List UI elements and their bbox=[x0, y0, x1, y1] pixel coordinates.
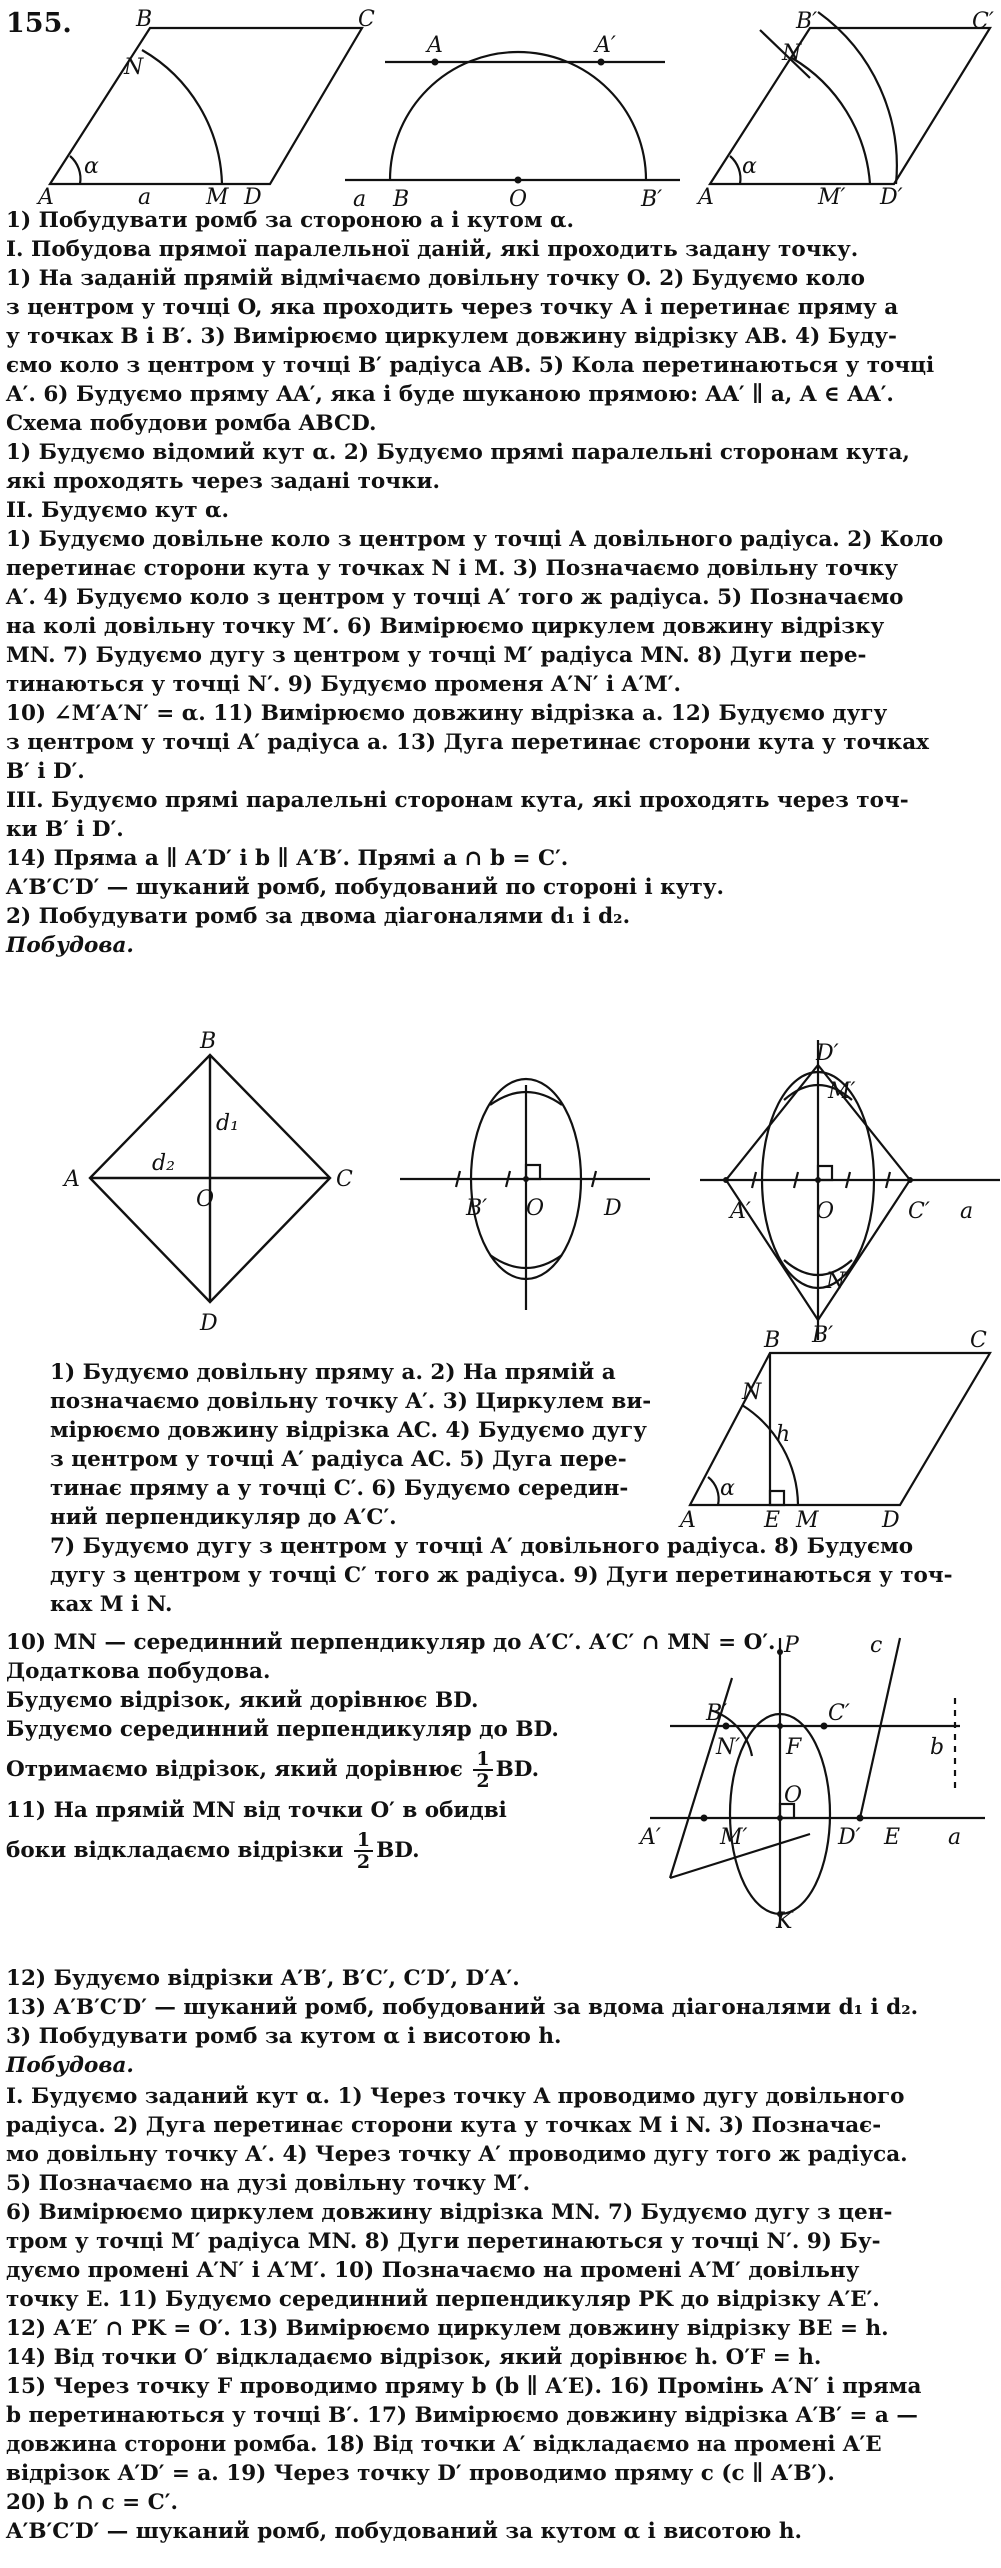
fig8-label-k: K bbox=[776, 1909, 793, 1934]
text-line: 2) Побудувати ромб за двома діагоналями d₁ і d₂. bbox=[6, 904, 631, 929]
figure-rhombus-prime bbox=[698, 8, 1000, 210]
fig1-label-d: D bbox=[244, 185, 262, 210]
fig6-label-o: O bbox=[816, 1199, 835, 1224]
fig8-label-b-prime: B′ bbox=[706, 1701, 728, 1726]
fig8-label-n-prime: N′ bbox=[716, 1735, 741, 1760]
fig7-label-e: E bbox=[764, 1508, 781, 1533]
fig7-label-a: A bbox=[680, 1508, 696, 1533]
text-line: 13) A′B′C′D′ — шуканий ромб, побудований за вдома діагоналями d₁ і d₂. bbox=[6, 1995, 919, 2020]
fig2-label-b: B bbox=[393, 187, 410, 212]
figure-perpendicular-bisector bbox=[400, 1085, 650, 1315]
text-line: довжина сторони ромба. 18) Від точки A′ відкладаємо на промені A′E bbox=[6, 2432, 882, 2457]
text-line: 7) Будуємо дугу з центром у точці A′ довільного радіуса. 8) Будуємо bbox=[50, 1534, 914, 1559]
fig3-label-alpha: α bbox=[742, 154, 757, 179]
text-line: I. Побудова прямої паралельної даній, які проходить задану точку. bbox=[6, 237, 859, 262]
fig4-label-d: D bbox=[200, 1311, 218, 1336]
text-line: b перетинаються у точці B′. 17) Вимірюємо довжину відрізка A′B′ = a — bbox=[6, 2403, 918, 2428]
fig8-label-p: P bbox=[784, 1633, 799, 1658]
fig4-label-d2: d₂ bbox=[152, 1151, 175, 1176]
fig1-label-alpha: α bbox=[84, 154, 99, 179]
fig8-label-e: E bbox=[884, 1825, 901, 1850]
fig4-label-c: C bbox=[336, 1167, 353, 1192]
fig8-label-o: O bbox=[784, 1783, 803, 1808]
text-line: 6) Вимірюємо циркулем довжину відрізка MN. 7) Будуємо дугу з цен- bbox=[6, 2200, 893, 2225]
fig3-label-n: N bbox=[782, 41, 802, 66]
text-line: 10) ∠M′A′N′ = α. 11) Вимірюємо довжину відрізка a. 12) Будуємо дугу bbox=[6, 701, 888, 726]
text-line: ний перпендикуляр до A′C′. bbox=[50, 1505, 397, 1530]
figure-rhombus-diagonals bbox=[60, 1030, 360, 1340]
fig1-label-m: M bbox=[206, 185, 229, 210]
text-fragment: BD. bbox=[495, 1757, 540, 1782]
text-line: 1) Будуємо довільну пряму a. 2) На прямій a bbox=[50, 1360, 616, 1385]
fig2-label-o: O bbox=[509, 187, 528, 212]
text-line: I. Будуємо заданий кут α. 1) Через точку A проводимо дугу довільного bbox=[6, 2084, 905, 2109]
text-line: A′B′C′D′ — шуканий ромб, побудований по стороні і куту. bbox=[6, 875, 724, 900]
text-line: 12) Будуємо відрізки A′B′, B′C′, C′D′, D′A′. bbox=[6, 1966, 520, 1991]
text-line: відрізок A′D′ = a. 19) Через точку D′ проводимо пряму c (c ∥ A′B′). bbox=[6, 2461, 835, 2486]
fig3-label-m-prime: M′ bbox=[818, 185, 846, 210]
fig6-label-line-a: a bbox=[960, 1199, 974, 1224]
text-line: точку E. 11) Будуємо серединний перпендикуляр PK до відрізку A′E′. bbox=[6, 2287, 880, 2312]
text-line: перетинає сторони кута у точках N і M. 3) Позначаємо довільну точку bbox=[6, 556, 899, 581]
text-line: дуємо промені A′N′ і A′M′. 10) Позначаємо на промені A′M′ довільну bbox=[6, 2258, 860, 2283]
text-line: на колі довільну точку M′. 6) Вимірюємо циркулем довжину відрізку bbox=[6, 614, 885, 639]
figure-rhombus-height bbox=[680, 1325, 1000, 1533]
fig7-label-m: M bbox=[796, 1508, 819, 1533]
fig3-label-d-prime: D′ bbox=[880, 185, 903, 210]
fig5-label-b-prime: B′ bbox=[466, 1196, 488, 1221]
text-line: мірюємо довжину відрізка AC. 4) Будуємо дугу bbox=[50, 1418, 647, 1443]
text-line: A′. 6) Будуємо пряму AA′, яка і буде шуканою прямою: AA′ ∥ a, A ∈ AA′. bbox=[6, 382, 894, 407]
fraction-denominator: 2 bbox=[476, 1770, 490, 1792]
fig8-label-m-prime: M′ bbox=[720, 1825, 748, 1850]
fig4-label-o: O bbox=[196, 1187, 215, 1212]
fig6-label-n-prime: N′ bbox=[826, 1269, 851, 1294]
text-block-part2 bbox=[50, 1358, 651, 1532]
text-line: 14) Пряма a ∥ A′D′ і b ∥ A′B′. Прямі a ∩ b = C′. bbox=[6, 846, 569, 871]
fig8-label-f: F bbox=[786, 1735, 802, 1760]
text-block-part5 bbox=[6, 1964, 918, 2080]
fig6-label-d-prime: D′ bbox=[816, 1041, 839, 1066]
construction-heading: Побудова. bbox=[6, 933, 134, 958]
text-fragment: боки відкладаємо відрізки bbox=[6, 1838, 351, 1863]
text-line: 5) Позначаємо на дузі довільну точку M′. bbox=[6, 2171, 531, 2196]
fraction-numerator: 1 bbox=[473, 1749, 492, 1771]
text-line: з центром у точці A′ радіуса AC. 5) Дуга пере- bbox=[50, 1447, 627, 1472]
text-line: 14) Від точки O′ відкладаємо відрізок, який дорівнює h. O′F = h. bbox=[6, 2345, 822, 2370]
figure-angle-height-construction bbox=[640, 1633, 1000, 1934]
fig5-label-o: O bbox=[526, 1196, 545, 1221]
fig2-label-b-prime: B′ bbox=[641, 187, 663, 212]
text-line: A′. 4) Будуємо коло з центром у точці A′ того ж радіуса. 5) Позначаємо bbox=[6, 585, 904, 610]
fig1-label-a-side: a bbox=[138, 185, 152, 210]
fig3-label-a: A bbox=[698, 185, 714, 210]
text-fragment: BD. bbox=[376, 1838, 420, 1863]
text-line: 20) b ∩ c = C′. bbox=[6, 2490, 178, 2515]
text-line: Будуємо відрізок, який дорівнює BD. bbox=[6, 1688, 479, 1713]
text-line: Додаткова побудова. bbox=[6, 1659, 271, 1684]
text-block-part1 bbox=[6, 206, 943, 960]
text-line: B′ і D′. bbox=[6, 759, 85, 784]
text-line: 12) A′E′ ∩ PK = O′. 13) Вимірюємо циркулем довжину відрізку BE = h. bbox=[6, 2316, 889, 2341]
fig2-label-line-a: a bbox=[353, 187, 367, 212]
fig1-label-b: B bbox=[136, 7, 153, 32]
fig8-label-a-prime: A′ bbox=[640, 1825, 661, 1850]
fig8-label-c-prime: C′ bbox=[828, 1701, 850, 1726]
fraction-numerator: 1 bbox=[354, 1830, 373, 1852]
construction-heading: Побудова. bbox=[6, 2053, 134, 2078]
text-line: 1) Побудувати ромб за стороною a і кутом α. bbox=[6, 208, 575, 233]
text-line: дугу з центром у точці C′ того ж радіуса. 9) Дуги перетинаються у точ- bbox=[50, 1563, 953, 1588]
text-block-part6 bbox=[6, 2082, 921, 2546]
text-line: III. Будуємо прямі паралельні сторонам кута, які проходять через точ- bbox=[6, 788, 909, 813]
fig1-label-n: N bbox=[124, 55, 144, 80]
fig4-label-d1: d₁ bbox=[216, 1111, 239, 1136]
fig6-label-c-prime: C′ bbox=[908, 1199, 930, 1224]
text-line: 3) Побудувати ромб за кутом α і висотою h. bbox=[6, 2024, 562, 2049]
fraction-denominator: 2 bbox=[356, 1851, 371, 1873]
fig7-label-b: B bbox=[764, 1328, 781, 1353]
fig6-label-m-prime: M′ bbox=[828, 1079, 856, 1104]
fig8-label-b: b bbox=[930, 1735, 945, 1760]
text-line: 1) Будуємо довільне коло з центром у точці A довільного радіуса. 2) Коло bbox=[6, 527, 944, 552]
text-block-part3 bbox=[50, 1532, 953, 1619]
fig6-label-b-prime: B′ bbox=[812, 1323, 834, 1348]
fig7-label-d: D bbox=[882, 1508, 900, 1533]
text-line: 15) Через точку F проводимо пряму b (b ∥ A′E). 16) Промінь A′N′ і пряма bbox=[6, 2374, 922, 2399]
fig1-label-a-point: A bbox=[38, 185, 54, 210]
text-line: A′B′C′D′ — шуканий ромб, побудований за кутом α і висотою h. bbox=[6, 2519, 802, 2544]
fig5-label-d: D bbox=[604, 1196, 622, 1221]
text-line: Будуємо серединний перпендикуляр до BD. bbox=[6, 1717, 559, 1742]
text-line: ємо коло з центром у точці B′ радіуса AB. 5) Кола перетинаються у точці bbox=[6, 353, 935, 378]
text-fragment: Отримаємо відрізок, який дорівнює bbox=[6, 1757, 471, 1782]
fig7-label-c: C bbox=[970, 1328, 987, 1353]
fraction-half bbox=[354, 1830, 373, 1872]
fig3-label-b-prime: B′ bbox=[796, 9, 818, 34]
text-line: II. Будуємо кут α. bbox=[6, 498, 230, 523]
text-line: радіуса. 2) Дуга перетинає сторони кута у точках M і N. 3) Позначає- bbox=[6, 2113, 882, 2138]
fig2-label-a: A bbox=[427, 33, 443, 58]
text-line: 1) Будуємо відомий кут α. 2) Будуємо прямі паралельні сторонам кута, bbox=[6, 440, 910, 465]
text-line: 1) На заданій прямій відмічаємо довільну точку O. 2) Будуємо коло bbox=[6, 266, 865, 291]
fig8-label-a: a bbox=[948, 1825, 962, 1850]
text-line: з центром у точці O, яка проходить через точку A і перетинає пряму a bbox=[6, 295, 899, 320]
text-line: 11) На прямій MN від точки O′ в обидві bbox=[6, 1798, 507, 1823]
text-line: MN. 7) Будуємо дугу з центром у точці M′ радіуса MN. 8) Дуги пере- bbox=[6, 643, 867, 668]
text-line: які проходять через задані точки. bbox=[6, 469, 440, 494]
fig3-label-c-prime: C′ bbox=[972, 9, 994, 34]
text-line: мо довільну точку A′. 4) Через точку A′ проводимо дугу того ж радіуса. bbox=[6, 2142, 908, 2167]
text-line: ках M і N. bbox=[50, 1592, 173, 1617]
fig1-label-c: C bbox=[358, 7, 375, 32]
fig8-label-c: c bbox=[870, 1633, 883, 1658]
fig7-label-alpha: α bbox=[720, 1476, 735, 1501]
figure-rhombus-from-diagonals bbox=[700, 1040, 1000, 1350]
fig7-label-n: N bbox=[742, 1380, 762, 1405]
text-line: 10) MN — серединний перпендикуляр до A′C′. A′C′ ∩ MN = O′. bbox=[6, 1630, 776, 1655]
problem-number: 155. bbox=[6, 8, 72, 39]
fig4-label-b: B bbox=[200, 1029, 217, 1054]
text-line: з центром у точці A′ радіуса a. 13) Дуга перетинає сторони кута у точках bbox=[6, 730, 929, 755]
fig8-label-d-prime: D′ bbox=[838, 1825, 861, 1850]
text-line: позначаємо довільну точку A′. 3) Циркулем ви- bbox=[50, 1389, 652, 1414]
fig4-label-a: A bbox=[64, 1167, 80, 1192]
fig7-label-h: h bbox=[776, 1422, 791, 1447]
text-line: тинає пряму a у точці C′. 6) Будуємо середин- bbox=[50, 1476, 629, 1501]
text-line: Схема побудови ромба ABCD. bbox=[6, 411, 377, 436]
text-line: тром у точці M′ радіуса MN. 8) Дуги перетинаються у точці N′. 9) Бу- bbox=[6, 2229, 881, 2254]
text-line: тинаються у точці N′. 9) Будуємо променя A′N′ і A′M′. bbox=[6, 672, 681, 697]
text-line: у точках B і B′. 3) Вимірюємо циркулем довжину відрізку AB. 4) Буду- bbox=[6, 324, 897, 349]
fraction-half bbox=[473, 1749, 492, 1791]
figure-parallel-line bbox=[345, 10, 680, 212]
fig2-label-a-prime: A′ bbox=[595, 33, 616, 58]
text-line: ки B′ і D′. bbox=[6, 817, 124, 842]
fig6-label-a-prime: A′ bbox=[730, 1199, 751, 1224]
